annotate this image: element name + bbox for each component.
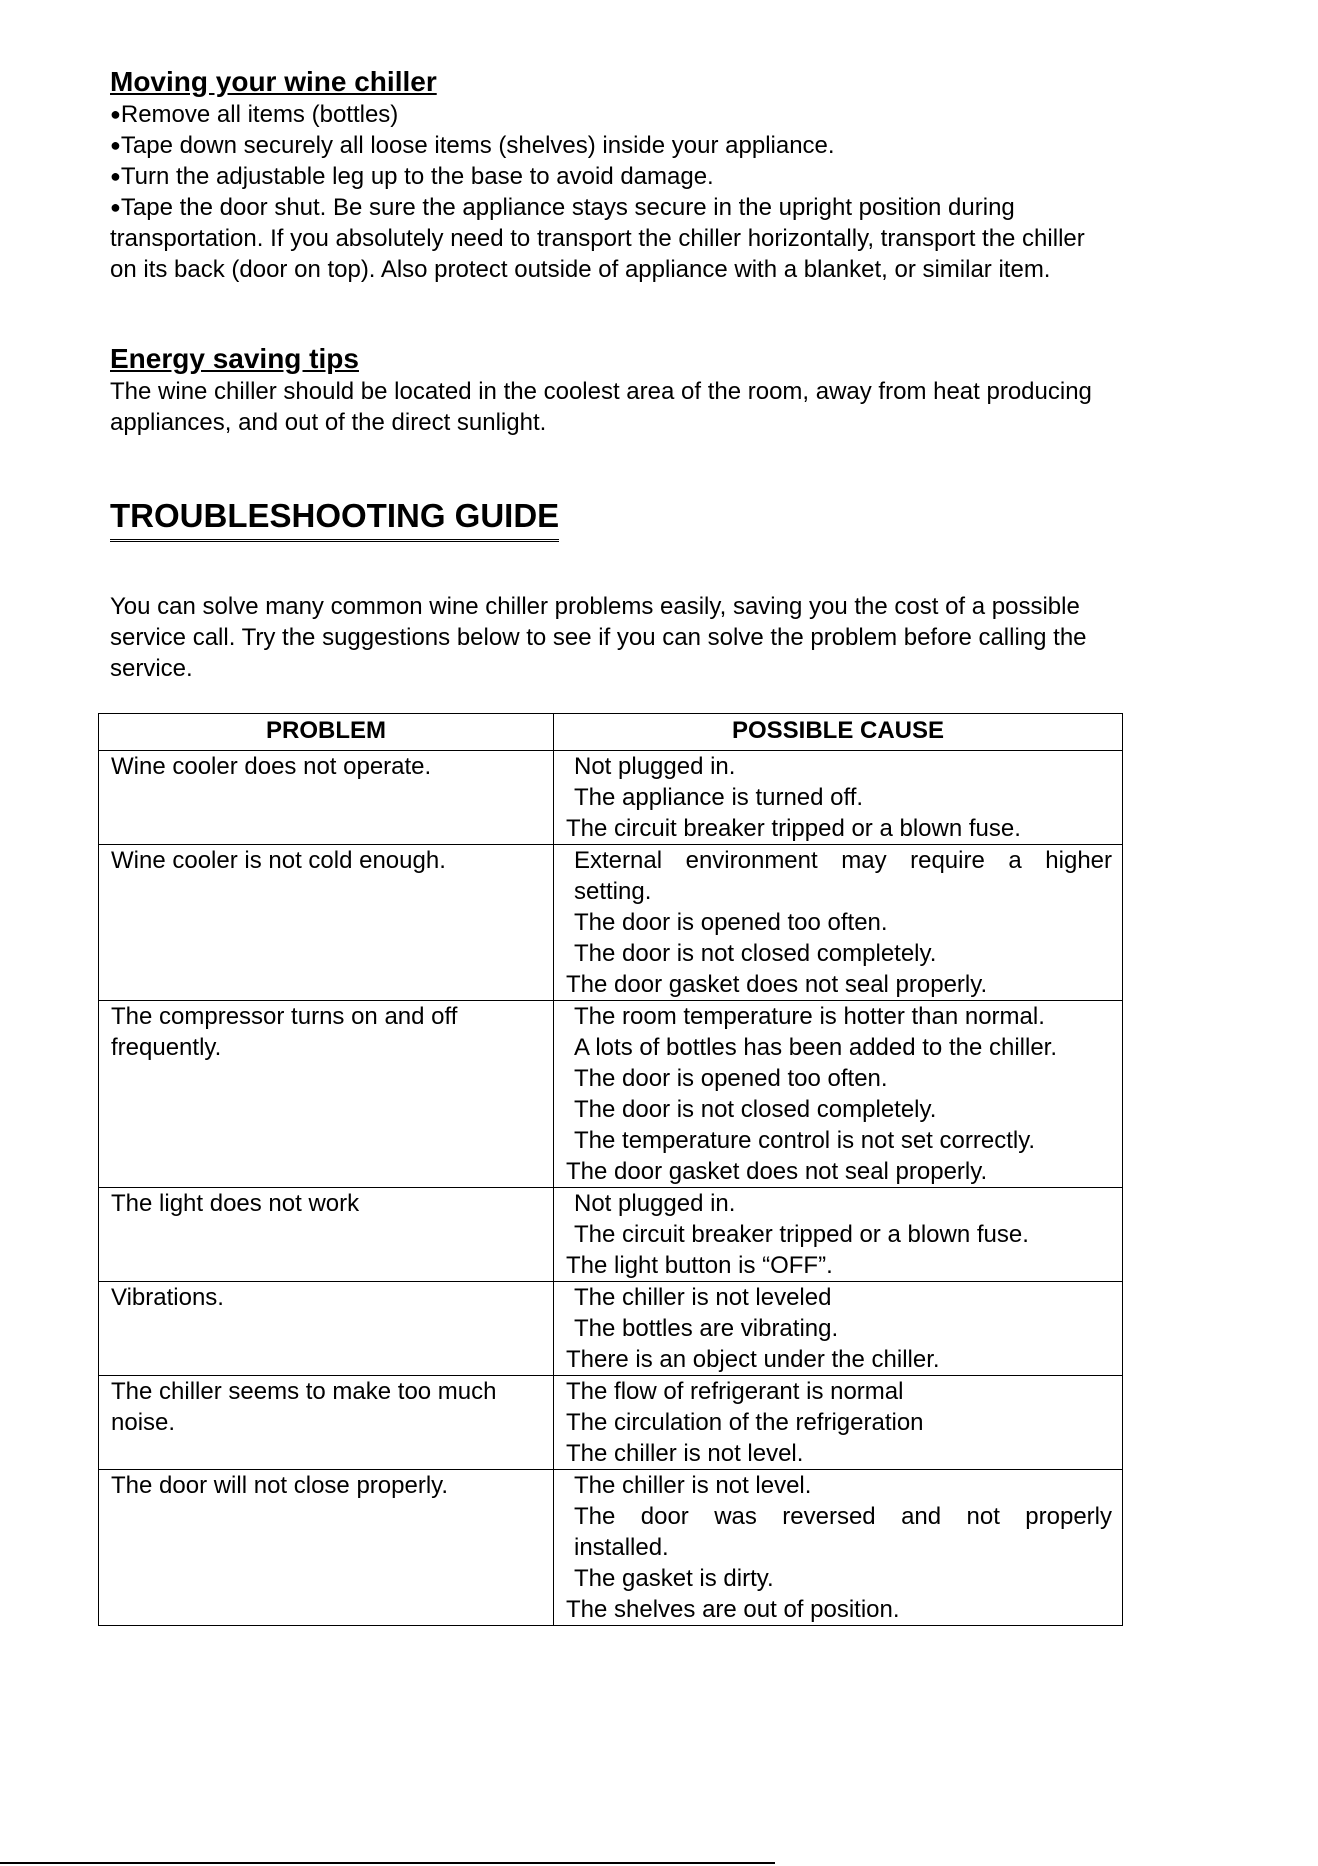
intro-line: You can solve many common wine chiller problems easily, saving you the cost of a possible — [110, 593, 1080, 620]
cause-item: setting. — [574, 878, 652, 905]
energy-paragraph — [110, 376, 1220, 438]
cause-item: The light button is “OFF”. — [566, 1252, 833, 1279]
moving-bullet-item: ●Turn the adjustable leg up to the base to avoid damage. — [110, 163, 714, 190]
cause-item: There is an object under the chiller. — [566, 1346, 940, 1373]
table-row — [99, 751, 1123, 845]
energy-line: appliances, and out of the direct sunlight. — [110, 409, 547, 436]
problem-cell: The compressor turns on and off frequently. — [99, 1001, 554, 1188]
cause-item: The door is opened too often. — [574, 1065, 888, 1092]
cause-cell — [554, 1188, 1123, 1282]
cause-cell — [554, 1470, 1123, 1626]
problem-cell: The door will not close properly. — [99, 1470, 554, 1626]
cause-item: The bottles are vibrating. — [574, 1315, 839, 1342]
table-row — [99, 1470, 1123, 1626]
moving-bullet-item: ●Tape the door shut. Be sure the appliance stays secure in the upright position during — [110, 194, 1015, 221]
cause-item: The circuit breaker tripped or a blown fuse. — [566, 815, 1021, 842]
cause-item: The door is not closed completely. — [574, 940, 937, 967]
moving-bullet-item: ●Remove all items (bottles) — [110, 101, 399, 128]
bullet-icon: ● — [110, 197, 121, 217]
cause-item: The shelves are out of position. — [566, 1596, 900, 1623]
bullet-icon: ● — [110, 166, 121, 186]
cause-item: External environment may require a higher — [574, 847, 1112, 874]
cause-cell — [554, 1282, 1123, 1376]
cause-item: Not plugged in. — [574, 1190, 736, 1217]
cause-item: The chiller is not leveled — [574, 1284, 832, 1311]
problem-cell: The light does not work — [99, 1188, 554, 1282]
moving-bullet-item: ●Tape down securely all loose items (shelves) inside your appliance. — [110, 132, 835, 159]
cause-cell — [554, 751, 1123, 845]
column-header-problem: PROBLEM — [99, 714, 554, 751]
cause-item: The temperature control is not set correctly. — [574, 1127, 1036, 1154]
cause-item: installed. — [574, 1534, 669, 1561]
cause-item: The door is opened too often. — [574, 909, 888, 936]
problem-cell: Vibrations. — [99, 1282, 554, 1376]
table-row — [99, 1282, 1123, 1376]
cause-item: The chiller is not level. — [574, 1472, 812, 1499]
moving-continuation-line: on its back (door on top). Also protect outside of appliance with a blanket, or similar item. — [110, 256, 1051, 283]
troubleshooting-table — [98, 713, 1123, 1626]
energy-line: The wine chiller should be located in the coolest area of the room, away from heat producing — [110, 378, 1092, 405]
troubleshooting-intro — [110, 591, 1220, 684]
cause-item: The door gasket does not seal properly. — [566, 1158, 988, 1185]
table-row — [99, 845, 1123, 1001]
problem-cell: The chiller seems to make too much noise. — [99, 1376, 554, 1470]
cause-item: The door was reversed and not properly — [574, 1503, 1112, 1530]
cause-item: The door gasket does not seal properly. — [566, 971, 988, 998]
bullet-icon: ● — [110, 135, 121, 155]
problem-cell: Wine cooler does not operate. — [99, 751, 554, 845]
cause-item: The circulation of the refrigeration — [566, 1409, 924, 1436]
moving-continuation-line: transportation. If you absolutely need to transport the chiller horizontally, transport the chiller — [110, 225, 1085, 252]
bullet-icon: ● — [110, 104, 121, 124]
intro-line: service call. Try the suggestions below to see if you can solve the problem before calling the — [110, 624, 1087, 651]
cause-item: The flow of refrigerant is normal — [566, 1378, 904, 1405]
energy-heading: Energy saving tips — [110, 343, 359, 374]
table-row — [99, 1188, 1123, 1282]
troubleshooting-heading: TROUBLESHOOTING GUIDE — [110, 496, 559, 542]
cause-item: The door is not closed completely. — [574, 1096, 937, 1123]
table-row — [99, 1001, 1123, 1188]
cause-item: A lots of bottles has been added to the chiller. — [574, 1034, 1057, 1061]
moving-heading: Moving your wine chiller — [110, 66, 437, 97]
cause-item: The circuit breaker tripped or a blown fuse. — [574, 1221, 1029, 1248]
cause-item: The chiller is not level. — [566, 1440, 804, 1467]
cause-cell — [554, 1376, 1123, 1470]
cause-item: The gasket is dirty. — [574, 1565, 774, 1592]
table-row — [99, 1376, 1123, 1470]
cause-cell — [554, 845, 1123, 1001]
table-header-row — [99, 714, 1123, 751]
intro-line: service. — [110, 655, 193, 682]
problem-cell: Wine cooler is not cold enough. — [99, 845, 554, 1001]
cause-item: The appliance is turned off. — [574, 784, 864, 811]
cause-cell — [554, 1001, 1123, 1188]
moving-instructions — [110, 99, 1220, 285]
footer-rule — [0, 1862, 775, 1864]
cause-item: Not plugged in. — [574, 753, 736, 780]
column-header-possible-cause: POSSIBLE CAUSE — [554, 714, 1123, 751]
cause-item: The room temperature is hotter than normal. — [574, 1003, 1045, 1030]
